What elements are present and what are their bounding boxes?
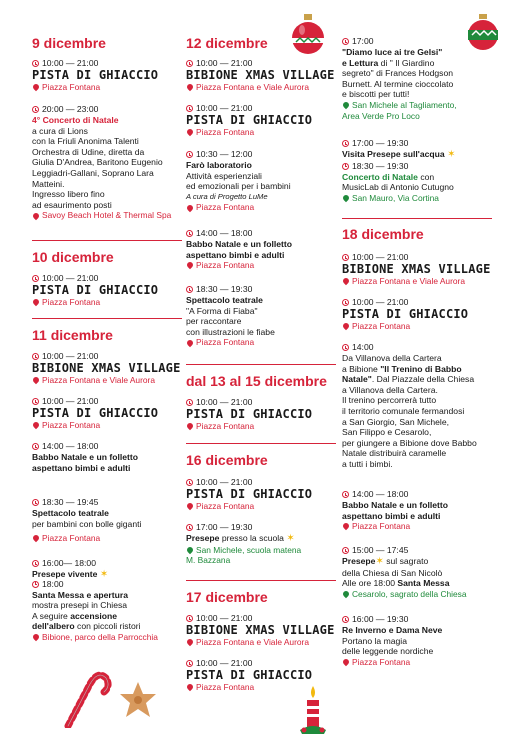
location-pin-icon xyxy=(32,421,40,429)
event: 17:00 "Diamo luce ai tre Gelsi" e Lettura di " Il Giardino segreto" di Frances Hodgson Burnett. Al termine cioccolato e biscotti per tutti! San Michele al Tagliamento, Area Verde Pro Loco xyxy=(342,36,457,121)
divider xyxy=(32,240,182,241)
location-pin-icon xyxy=(342,194,350,202)
event: 10:00 — 21:00 PISTA DI GHIACCIO Piazza Fontana xyxy=(186,658,313,692)
location-pin-icon xyxy=(186,638,194,646)
clock-icon xyxy=(32,581,39,588)
event-title: PISTA DI GHIACCIO xyxy=(32,406,159,420)
clock-icon xyxy=(186,399,193,406)
event-title: PISTA DI GHIACCIO xyxy=(32,283,159,297)
date-heading: dal 13 al 15 dicembre xyxy=(186,373,327,389)
clock-icon xyxy=(342,344,349,351)
clock-icon xyxy=(342,254,349,261)
event: 17:00 — 19:30 Presepe presso la scuola ✶ San Michele, scuola matena M. Bazzana xyxy=(186,522,302,566)
star-cookie-icon xyxy=(118,680,158,720)
event: 17:00 — 19:30 Visita Presepe sull'acqua ✶ 18:30 — 19:30 Concerto di Natale con MusicLab di Antonio Cutugno San Mauro, Via Cortina xyxy=(342,138,456,203)
event-title: BIBIONE XMAS VILLAGE xyxy=(342,262,491,276)
location-pin-icon xyxy=(186,338,194,346)
event: 10:00 — 21:00 BIBIONE XMAS VILLAGE Piazza Fontana e Viale Aurora xyxy=(32,351,181,385)
event-title: PISTA DI GHIACCIO xyxy=(186,113,313,127)
event: 10:00 — 21:00 PISTA DI GHIACCIO Piazza Fontana xyxy=(342,297,469,331)
event-title: PISTA DI GHIACCIO xyxy=(186,407,313,421)
clock-icon xyxy=(186,105,193,112)
clock-icon xyxy=(186,230,193,237)
event: 10:00 — 21:00 PISTA DI GHIACCIO Piazza Fontana xyxy=(186,103,313,137)
event-title: PISTA DI GHIACCIO xyxy=(32,68,159,82)
star-icon: ✶ xyxy=(447,149,456,160)
event: 10:00 — 21:00 PISTA DI GHIACCIO Piazza Fontana xyxy=(32,273,159,307)
clock-icon xyxy=(32,275,39,282)
location-pin-icon xyxy=(32,298,40,306)
event: 14:00 — 18:00 Babbo Natale e un folletto aspettano bimbi e adulti Piazza Fontana xyxy=(342,489,448,532)
event: 15:00 — 17:45 Presepe✶ sul sagrato della Chiesa di San Nicolò Alle ore 18:00 Santa Messa Cesarolo, sagrato della Chiesa xyxy=(342,545,467,599)
location-pin-icon xyxy=(32,211,40,219)
star-icon: ✶ xyxy=(99,569,109,580)
divider xyxy=(186,580,336,581)
clock-icon xyxy=(342,491,349,498)
event-title: PISTA DI GHIACCIO xyxy=(186,668,313,682)
event: 10:00 — 21:00 PISTA DI GHIACCIO Piazza Fontana xyxy=(186,477,313,511)
date-heading: 17 dicembre xyxy=(186,589,268,605)
location-pin-icon xyxy=(186,261,194,269)
event: 14:00 Da Villanova della Cartera a Bibione "Il Trenino di Babbo Natale". Dal Piazzale della Chiesa a Villanova della Cartera. Il trenino percorrerà tutto il territorio comunale fermandosi a San Giorgio, San Michele, San Filippo e Cesarolo, per giungere a Bibione dove Babbo Natale distribuirà caramelle a tutti i bimbi. xyxy=(342,342,477,469)
divider xyxy=(342,218,492,219)
location-pin-icon xyxy=(186,683,194,691)
clock-icon xyxy=(186,151,193,158)
event-title: PISTA DI GHIACCIO xyxy=(186,487,313,501)
location-pin-icon xyxy=(32,83,40,91)
clock-icon xyxy=(32,560,39,567)
candy-cane-icon xyxy=(60,662,112,728)
clock-icon xyxy=(342,140,349,147)
location-pin-icon xyxy=(342,590,350,598)
event: 18:30 — 19:45 Spettacolo teatrale per bambini con bolle giganti Piazza Fontana xyxy=(32,497,142,544)
event: 10:00 — 21:00 PISTA DI GHIACCIO Piazza Fontana xyxy=(32,396,159,430)
clock-icon xyxy=(32,443,39,450)
clock-icon xyxy=(32,353,39,360)
clock-icon xyxy=(186,524,193,531)
date-heading: 12 dicembre xyxy=(186,35,268,51)
date-heading: 11 dicembre xyxy=(32,327,113,343)
event: 10:00 — 21:00 BIBIONE XMAS VILLAGE Piazza Fontana e Viale Aurora xyxy=(342,252,491,286)
event: 18:30 — 19:30 Spettacolo teatrale "A Forma di Fiaba" per raccontare con illustrazioni le fiabe Piazza Fontana xyxy=(186,284,275,348)
clock-icon xyxy=(342,38,349,45)
divider xyxy=(32,318,182,319)
location-pin-icon xyxy=(342,277,350,285)
clock-icon xyxy=(186,60,193,67)
location-pin-icon xyxy=(32,534,40,542)
event: 16:00 — 19:30 Re Inverno e Dama Neve Portano la magia delle leggende nordiche Piazza Fontana xyxy=(342,614,443,667)
clock-icon xyxy=(342,616,349,623)
clock-icon xyxy=(342,299,349,306)
event-title: 4° Concerto di Natale xyxy=(32,115,119,125)
event: 10:00 — 21:00 PISTA DI GHIACCIO Piazza Fontana xyxy=(186,397,313,431)
event: 20:00 — 23:00 4° Concerto di Natale a cura di Lions con la Friuli Anonima Talenti Orchestra di Udine, diretta da Giulia D'Andrea, Baritono Eugenio Leggiadri-Gallani, Soprano Lara Matteini. Ingresso libero fino ad esaurimento posti Savoy Beach Hotel & Thermal Spa xyxy=(32,104,172,221)
clock-icon xyxy=(186,479,193,486)
event: 10:00 — 21:00 BIBIONE XMAS VILLAGE Piazza Fontana e Viale Aurora xyxy=(186,613,335,647)
clock-icon xyxy=(32,398,39,405)
event-title: BIBIONE XMAS VILLAGE xyxy=(186,623,335,637)
clock-icon xyxy=(342,547,349,554)
location-pin-icon xyxy=(186,203,194,211)
clock-icon xyxy=(186,615,193,622)
clock-icon xyxy=(342,163,349,170)
event: 10:30 — 12:00 Farò laboratorio Attività esperienziali ed emozionali per i bambini A cura di Progetto LuMe Piazza Fontana xyxy=(186,149,291,213)
clock-icon xyxy=(186,660,193,667)
event-title: BIBIONE XMAS VILLAGE xyxy=(186,68,335,82)
location-pin-icon xyxy=(342,101,350,109)
event: 10:00 — 21:00 PISTA DI GHIACCIO Piazza Fontana xyxy=(32,58,159,92)
location-pin-icon xyxy=(342,658,350,666)
clock-icon xyxy=(32,499,39,506)
event: 14:00 — 18:00 Babbo Natale e un folletto aspettano bimbi e adulti Piazza Fontana xyxy=(186,228,292,271)
date-heading: 9 dicembre xyxy=(32,35,106,51)
clock-icon xyxy=(32,106,39,113)
event-title: BIBIONE XMAS VILLAGE xyxy=(32,361,181,375)
location-pin-icon xyxy=(186,546,194,554)
event: 14:00 — 18:00 Babbo Natale e un folletto aspettano bimbi e adulti xyxy=(32,441,138,473)
clock-icon xyxy=(186,286,193,293)
location-pin-icon xyxy=(186,128,194,136)
location-pin-icon xyxy=(186,422,194,430)
clock-icon xyxy=(32,60,39,67)
event: 16:00— 18:00 Presepe vivente ✶ 18:00 Santa Messa e apertura mostra presepi in Chiesa A seguire accensione dell'albero con piccoli ristori Bibione, parco della Parrocchia xyxy=(32,558,158,642)
event: 10:00 — 21:00 BIBIONE XMAS VILLAGE Piazza Fontana e Viale Aurora xyxy=(186,58,335,92)
date-heading: 10 dicembre xyxy=(32,249,114,265)
date-heading: 16 dicembre xyxy=(186,452,268,468)
location-pin-icon xyxy=(32,633,40,641)
location-pin-icon xyxy=(186,83,194,91)
location-pin-icon xyxy=(342,522,350,530)
candle-icon xyxy=(298,684,328,736)
green-ornament-icon xyxy=(466,12,500,52)
star-icon: ✶ xyxy=(286,533,295,544)
date-heading: 18 dicembre xyxy=(342,226,424,242)
divider xyxy=(186,364,336,365)
location-pin-icon xyxy=(32,376,40,384)
divider xyxy=(186,443,336,444)
location-pin-icon xyxy=(186,502,194,510)
red-ornament-icon xyxy=(290,12,326,56)
location-pin-icon xyxy=(342,322,350,330)
event-title: PISTA DI GHIACCIO xyxy=(342,307,469,321)
star-icon: ✶ xyxy=(375,556,384,567)
